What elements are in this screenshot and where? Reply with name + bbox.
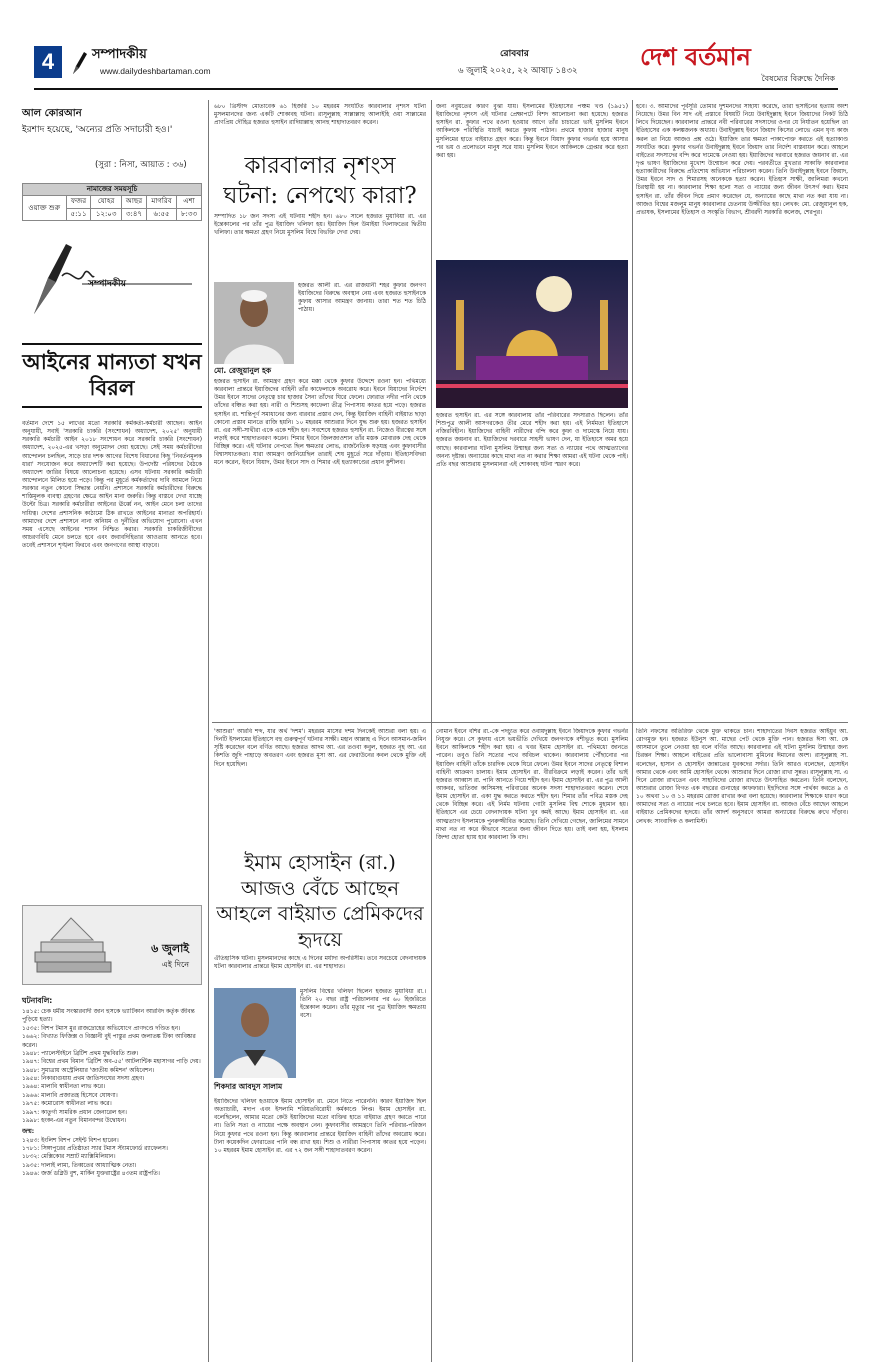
list-item: ১৫৩৫: বিশপ টমাস মুর রাজদ্রোহের অভিযোগে প্রাণদণ্ডে দণ্ডিত হন। [22, 1025, 181, 1032]
list-item: ১৯৬৬: মালাবি প্রজাতন্ত্র হিসেবে ঘোষণা। [22, 1092, 118, 1099]
article2-lead: 'আশুরা' আরবি শব্দ, যার অর্থ 'দশম'। মহররম মাসের দশম দিনকেই আশুরা বলা হয়। এ দিনটি ইসলামের ইতিহাসে বহু গুরুত্বপূর্ণ ঘটনার সাক্ষী। মহান আল্লাহ এ দিনে আসমান-জমিন সৃষ্টি করেছেন বলে বর্ণিত আছে। হজরত আদম আ. এর তওবা কবুল, হজরত নূহ আ. এর কিশতি জুদি পাহাড়ে অবতরণ এবং হজরত মূসা আ. এর ফেরাউনের কবল থেকে মুক্তি এই দিনে হয়েছিল। [214, 729, 426, 768]
column-divider [431, 100, 432, 1362]
article1-column: হজরত হুসাইন রা. এর সঙ্গে কারবালায় তাঁর পরিবারের সদস্যরাও ছিলেন। তাঁর শিশুপুত্র আলী আসগরকেও তীর মেরে শহীদ করা হয়। এই নির্মমতা ইতিহাসে নজিরবিহীন। ইয়াজিদের বাহিনী নারীদের বন্দি করে কুফা ও দামেস্কে নিয়ে যায়। হজরত জয়নাব রা. ইয়াজিদের দরবারে সাহসী ভাষণ দেন, যা ইতিহাসে অমর হয়ে আছে। কারবালার ঘটনা মুসলিম উম্মাহর জন্য সত্য ও ন্যায়ের পথে আত্মত্যাগের অনন্য দৃষ্টান্ত। অন্যায়ের কাছে মাথা নত না করার শিক্ষা আমরা এই ঘটনা থেকে পাই। প্রতি বছর আশুরায় মুসলমানরা এই শোকাবহ ঘটনা স্মরণ করে। [436, 413, 628, 468]
website-link[interactable]: www.dailydeshbartaman.com [100, 66, 211, 76]
logo-tagline: বৈষম্যের বিরুদ্ধে দৈনিক [761, 74, 835, 83]
logo-text: দেশ বর্তমান [640, 42, 751, 71]
article1-column: হবে। ৩. আমাদের পূর্বসূরি তোমার দুশমনদের সাহায্য করেছে, তারা হুসাইনের হত্যায় অংশ নিয়েছে। উমর বিন সাদ এই প্রস্তাবে বিষয়টি নিয়ে উবাইদুল্লাহ ইবনে জিয়াদের নিকট চিঠি লিখে দিয়েছেন। কারবালার প্রান্তরে নবী পরিবারের সদস্যদের ওপর যে নির্যাতন হয়েছিল তা ইতিহাসের এক কলঙ্কজনক অধ্যায়। উবাইদুল্লাহ ইবনে জিয়াদ কিসের লোভে এমন ঘৃণ্য কাজ করল তা নিয়ে আজও প্রশ্ন ওঠে। ইয়াজিদ তার ক্ষমতা পাকাপোক্ত করতে এই হত্যাকাণ্ড সংঘটিত করে। কুফার গভর্নর উবাইদুল্লাহ ইবনে জিয়াদ তার নির্দেশ বাস্তবায়ন করে। আহলে বাইতের সদস্যদের বন্দি করে দামেস্কে নেওয়া হয়। ইয়াজিদের দরবারে হজরত জয়নাব রা. এর দৃপ্ত ভাষণ ইয়াজিদের মুখোশ উন্মোচন করে দেয়। পরবর্তীতে মুখতার সাকাফি কারবালার হত্যাকারীদের বিরুদ্ধে প্রতিশোধ অভিযান পরিচালনা করেন। তিনি উবাইদুল্লাহ ইবনে জিয়াদ, উমর ইবনে সাদ ও শিমারসহ অনেককে হত্যা করেন। ইতিহাস সাক্ষী, জালিমরা কখনো চিরস্থায়ী হয় না। কারবালার শিক্ষা হলো সত্য ও ন্যায়ের জন্য জীবন উৎসর্গ করা। ইমাম হুসাইন রা. তাঁর জীবন দিয়ে প্রমাণ করেছেন যে, অন্যায়ের কাছে মাথা নত করা যায় না। আজও বিশ্বের মজলুম মানুষ কারবালার চেতনায় উজ্জীবিত হয়। লেখক: মো. রেজুয়ানুল হক, প্রভাষক, ইসলামের ইতিহাস ও সংস্কৃতি বিভাগ, শ্রীবরদী সরকারি কলেজ, শেরপুর। [636, 104, 848, 216]
list-item: ১৯৯৭: কাতুর্গা সামরিক প্রধান জেনারেল হন। [22, 1109, 127, 1116]
article1-column: জন্য নবুয়তের কারণ বুঝা যায়। ইসলামের ইতিহাসের পঞ্চম খণ্ড (১৯৫১) ইয়াজিদের নৃশংস এই ঘটনার প্রেক্ষাপটে বিশদ আলোচনা করা হয়েছে। হজরত হুসাইন রা. কুফার পথে রওনা হওয়ার আগে তাঁর চাচাতো ভাই মুসলিম ইবনে আকিলকে পরিস্থিতি যাচাই করতে কুফায় পাঠান। প্রথমে হাজার হাজার মানুষ মুসলিমের হাতে বাইয়াত গ্রহণ করে। কিন্তু ইবনে যিয়াদ কুফার গভর্নর হয়ে আসার পর ভয় ও প্রলোভনে মানুষ সরে যায়। মুসলিম ইবনে আকিলকে গ্রেপ্তার করে হত্যা করা হয়। [436, 104, 628, 159]
editorial-body: বর্তমান দেশে ১৫ লাখের মতো সরকারি কর্মকর্তা-কর্মচারী আছেন। আইন অনুযায়ী, সবাই 'সরকারি চাকরি (সংশোধন) অধ্যাদেশ, ২০২৫' অনুযায়ী সরকারি কর্মচারী আইন ২০১৮ সংশোধন করে সরকারি চাকরি (সংশোধন) অধ্যাদেশ, ২০২৫-এর খসড়া অনুমোদন দেয়া হয়েছে। সেই সময় কর্মচারীদের আন্দোলন চলছিল, সাড়ে চার দশক আগের বিশেষ বিধানের কিছু 'নিবর্তনমূলক ধারা' সংযোজন করে অধ্যাদেশটি করা হয়েছে। উপদেষ্টা পরিষদের বৈঠকে অধ্যাদেশ জারির বিষয়ে আলোচনা হয়েছে। এসব ঘটনায় সরকারি কর্মচারী আন্দোলনে মিলিত হয়ে পড়ে। কিন্তু পর মুহূর্তে কর্মকর্তাদের দাবি আমলে নিয়ে সরকার নতুন কোনো সিদ্ধান্ত নেয়নি। প্রশাসনে সরকারি কর্মচারীদের বিরুদ্ধে শাস্তিমূলক ব্যবস্থা গ্রহণের ক্ষেত্রে আইন মানা জরুরি। কিন্তু বাস্তবে দেখা যাচ্ছে উল্টো চিত্র। সরকারি কর্মচারীরা আইনের ঊর্ধ্বে নন, আইন মেনে চলা তাদের দায়িত্ব। দেশের প্রশাসনিক কাঠামো ঠিক রাখতে আইনের মান্যতা অপরিহার্য। আমাদের দেশে প্রশাসনে নানা অনিয়ম ও দুর্নীতির অভিযোগ পুরোনো। এখন সময় এসেছে আইনের শাসন নিশ্চিত করার। সরকারি চাকরিজীবীদের আচরণবিধি মেনে চলতে হবে এবং জবাবদিহিতার আওতায় আনতে হবে। তবেই প্রশাসনে শৃঙ্খলা ফিরবে এবং জনগণের আস্থা বাড়বে। [22, 421, 202, 550]
list-item: ১৯৯৮: হংকং-এর নতুন বিমানবন্দর উদ্বোধন। [22, 1117, 127, 1124]
prayer-table-title: নামাজের সময়সূচি [23, 184, 202, 196]
article2-body: ঐতিহাসিক ঘটনা। মুসলমানদের কাছে এ দিনের মর্যাদা অপরিসীম। তবে সবচেয়ে বেদনাদায়ক ঘটনা কারবালার প্রান্তরে ইমাম হোসাইন রা. এর শাহাদাত। [214, 956, 426, 971]
article1-body: হজরত আলী রা. এর রাজধানী শহর কুফার জনগণ ইয়াজিদের বিরুদ্ধে অবস্থান নেয় এবং হজরত হুসাইনকে কুফায় আসার আমন্ত্রণ জানায়। তারা শত শত চিঠি পাঠায়। [298, 283, 426, 314]
column-divider [208, 100, 209, 1362]
article-divider [212, 722, 848, 723]
births-heading: জন্ম: [22, 1129, 35, 1136]
pen-icon [70, 50, 88, 76]
list-item: ১৯৪৭: বিশ্বের প্রথম বিমান 'ব্রিটিশ অব-৫৫' আটলান্টিক মহাসাগর পাড়ি দেয়। [22, 1059, 201, 1066]
prayer-time: ৮:৩৩ [177, 208, 202, 220]
list-item: ১৯৪৬: জর্জ ডব্লিউ বুশ, মার্কিন যুক্তরাষ্ট্রের ৪৩তম রাষ্ট্রপতি। [22, 1171, 160, 1178]
prayer-name: ফজর [66, 196, 91, 208]
list-item: ১৮৩২: মেক্সিকোর সম্রাট ম্যাক্সিমিলিয়ান। [22, 1154, 116, 1161]
list-item: ১৯৪৮: প্যালেস্টাইনে ব্রিটিশ প্রথম যুদ্ধবিরতি শুরু। [22, 1050, 139, 1057]
books-icon [31, 912, 121, 980]
article1-headline: কারবালার নৃশংস ঘটনা: নেপথ্যে কারা? [223, 153, 417, 209]
events-heading: ঘটনাবলি: [22, 996, 53, 1005]
quran-verse: ইরশাদ হয়েছে, 'অন্যের প্রতি সদাচারী হও।' [22, 125, 173, 135]
this-day-banner [22, 905, 202, 985]
article1-lead: ৬৮০ খ্রিস্টাব্দ মোতাবেক ৬১ হিজরি ১০ মহররম সংঘটিত কারবালার নৃশংস ঘটনা মুসলমানদের জন্য একটি শোকাবহ ঘটনা। রাসূলুল্লাহ সাল্লাল্লাহু আলাইহি ওয়া সাল্লামের প্রাণপ্রিয় দৌহিত্র হজরত হুসাইন রাদিয়াল্লাহু আনহু শাহাদাতবরণ করেন। [214, 104, 426, 127]
list-item: ১৯৬৪: মালাবি স্বাধীনতা লাভ করে। [22, 1084, 106, 1091]
this-day-label: এই দিনে [161, 960, 189, 969]
editorial-headline: আইনের মান্যতা যখন বিরল [22, 343, 202, 408]
article2-body: ইয়াজিদের খলিফা হওয়াকে ইমাম হোসাইন রা. মেনে নিতে পারেননি। কারণ ইয়াজিদ ছিল অত্যাচারী, মদ্যপ এবং ইসলামি শরিয়তবিরোধী কর্মকাণ্ডে লিপ্ত। ইমাম হোসাইন রা. বলেছিলেন, আমার মতো কেউ ইয়াজিদের মতো ব্যক্তির হাতে বাইয়াত গ্রহণ করতে পারে না। তিনি সত্য ও ন্যায়ের পক্ষে অবস্থান নেন। কুফাবাসীর আমন্ত্রণে তিনি পরিবার-পরিজন নিয়ে কুফার পথে রওনা হন। কিন্তু কারবালার প্রান্তরে ইয়াজিদ বাহিনী তাঁদের অবরোধ করে। টানা কয়েকদিন ফোরাতের পানি বন্ধ রাখা হয়। শিশু ও নারীরা পিপাসায় কাতর হয়ে পড়েন। ১০ মহররম ইমাম হোসাইন রা. এর ৭২ জন সঙ্গী শাহাদাতবরণ করেন। [214, 1099, 426, 1154]
prayer-time: ১২:০৩ [91, 208, 121, 220]
quran-heading: আল কোরআন [22, 108, 82, 119]
prayer-row-label: ওয়াক্ত শুরু [23, 196, 67, 221]
day-name: রোববার [500, 49, 529, 59]
header-rule [34, 88, 838, 90]
page-number: 4 [34, 46, 62, 78]
this-day-date: ৬ জুলাই [151, 942, 189, 955]
article2-body: মুসলিম বিশ্বের খলিফা ছিলেন হজরত মুয়াবিয়া রা.। তিনি ২০ বছর রাষ্ট্র পরিচালনার পর ৬০ হিজরিতে ইন্তেকাল করেন। তাঁর মৃত্যুর পর পুত্র ইয়াজিদ ক্ষমতায় বসে। [300, 989, 426, 1020]
column-divider [632, 100, 633, 1362]
prayer-time: ৬:৫৫ [147, 208, 177, 220]
author-photo [214, 988, 296, 1078]
article1-body: সম্পাদিত ১৮ জন সদস্য এই ঘটনায় শহীদ হন। ৬৮০ সালে হজরত মুয়াবিয়া রা. এর ইন্তেকালের পর তাঁর পুত্র ইয়াজিদ খলিফা হয়। ইয়াজিদ ছিল উমাইয়া খিলাফতের দ্বিতীয় খলিফা। তার ক্ষমতা গ্রহণ নিয়ে মুসলিম বিশ্বে বিভক্তি দেখা দেয়। [214, 214, 426, 237]
issue-date: ৬ জুলাই ২০২৫, ২২ আষাঢ় ১৪৩২ [458, 66, 578, 76]
karbala-shrine-photo [436, 260, 628, 408]
list-item: ১২৪৩: ইংলিশ বিশপ সেইন্ট বিশপ হারেন। [22, 1137, 119, 1144]
author-caption: মো. রেজুয়ানুল হক [214, 366, 272, 375]
list-item: ১৯৩৫: দালাই লামা, তিব্বতের আধ্যাত্মিক নেতা। [22, 1162, 137, 1169]
list-item: ১৭৮১: সিঙ্গাপুরের প্রতিষ্ঠাতা স্যার টমাস স্ট্যামফোর্ড র‍্যাফেলস। [22, 1146, 168, 1152]
list-item: ১৯৭৫: কমোরোস স্বাধীনতা লাভ করে। [22, 1101, 112, 1108]
prayer-time: ৩:৪৭ [121, 208, 146, 220]
prayer-name: এশা [177, 196, 202, 208]
list-item: ১৪১৫: চেক ধর্মীয় সংস্কারবাদী জান হুসকে ভ্যাটিকান আরবিদ কর্তৃক জীবন্ত পুড়িয়ে হত্যা। [22, 1009, 195, 1024]
list-item: ১৯৫৪: নিকারাগুয়ায় প্রথম জাতিসংঘের সদস্য গ্রহণ। [22, 1076, 145, 1082]
prayer-name: আছর [121, 196, 146, 208]
editorial-label: সম্পাদকীয় [88, 279, 126, 289]
list-item: ১৯৪৮: সুমাত্রায় অস্ট্রেলিয়ার 'জাতীয় কমিশন' অধিবেশন। [22, 1067, 155, 1074]
prayer-times-table [22, 183, 202, 221]
history-list [22, 1008, 202, 1358]
section-title: সম্পাদকীয় [92, 47, 147, 62]
prayer-name: যোহর [91, 196, 121, 208]
article2-headline: ইমাম হোসাইন (রা.) আজও বেঁচে আছেন আহলে বাইয়াত প্রেমিকদের হৃদয়ে [216, 851, 424, 952]
list-item: ১৬৬২: বিখ্যাত ফিজিক্স ও বিজ্ঞানী বুই পাস্তুর প্রথম জলাতঙ্ক টিকা আবিষ্কার করেন। [22, 1034, 196, 1049]
quran-source: (সুরা : নিসা, আয়াত : ৩৬) [95, 160, 187, 170]
author-photo [214, 282, 294, 364]
article2-column: তিনি নফসের অতিরিক্ত থেকে মুক্ত থাকতে চান। শাহাদাতের দিবস হজরত আইয়ুব আ. রোগমুক্ত হন। হজরত ইউনুস আ. মাছের পেট থেকে মুক্তি পান। হজরত ঈসা আ. কে আসমানে তুলে নেওয়া হয় বলে বর্ণিত আছে। কারবালার এই ঘটনা মুসলিম উম্মাহর জন্য চিরন্তন শিক্ষা। আহলে বাইতের প্রতি ভালোবাসা মুমিনের ঈমানের অংশ। রাসূলুল্লাহ সা. বলেছেন, হাসান ও হোসাইন জান্নাতের যুবকদের সর্দার। তিনি আরও বলেছেন, হোসাইন আমার থেকে এবং আমি হোসাইন থেকে। আশুরার দিনে রোজা রাখা সুন্নত। রাসূলুল্লাহ সা. এ দিনে রোজা রাখতেন এবং সাহাবিদের রোজা রাখতে উৎসাহিত করতেন। তিনি বলেছেন, আশুরার রোজা বিগত এক বছরের গুনাহের কাফফারা। ইহুদিদের সঙ্গে পার্থক্য করতে ৯ ও ১০ অথবা ১০ ও ১১ মহররম রোজা রাখার কথা বলা হয়েছে। কারবালার শিক্ষাকে ধারণ করে আমাদের সত্য ও ন্যায়ের পথে চলতে হবে। ইমাম হোসাইন রা. আজও বেঁচে আছেন আহলে বাইয়াত প্রেমিকদের হৃদয়ে। তাঁর আদর্শ অনুসরণে আমরা অন্যায়ের বিরুদ্ধে রুখে দাঁড়াব। লেখক: সাংবাদিক ও কলামিস্ট। [636, 729, 848, 825]
newspaper-logo [640, 42, 835, 90]
article2-column: নোমান ইবনে বশির রা.-কে পদচ্যুত করে ওবায়দুল্লাহ ইবনে জিয়াদকে কুফার গভর্নর নিযুক্ত করে। সে কুফায় এসে ভয়ভীতি দেখিয়ে জনগণকে বশীভূত করে। মুসলিম ইবনে আকিলকে শহীদ করা হয়। এ খবর ইমাম হোসাইন রা. পথিমধ্যে জানতে পারেন। তবুও তিনি সত্যের পথে অবিচল থাকেন। কারবালায় পৌঁছানোর পর ইয়াজিদ বাহিনী তাঁকে চারদিক থেকে ঘিরে ফেলে। উমর ইবনে সাদের নেতৃত্বে বিশাল বাহিনী আক্রমণ চালায়। ইমাম হোসাইন রা. বীরবিক্রমে লড়াই করেন। তাঁর ভাই হজরত আব্বাস রা. পানি আনতে গিয়ে শহীদ হন। ইমাম হোসাইন রা. এর পুত্র আলী আকবর, ভাতিজা কাসিমসহ পরিবারের অনেক সদস্য শাহাদাতবরণ করেন। শেষে ইমাম হোসাইন রা. একা যুদ্ধ করতে করতে শহীদ হন। শিমার তাঁর পবিত্র মস্তক দেহ থেকে বিচ্ছিন্ন করে। এই নির্মম ঘটনায় গোটা মুসলিম বিশ্ব শোকে মুহ্যমান হয়। ইতিহাসে এর চেয়ে বেদনাদায়ক ঘটনা খুব কমই আছে। ইমাম হোসাইন রা. এর আত্মত্যাগ ইসলামকে পুনরুজ্জীবিত করেছে। তিনি দেখিয়ে গেছেন, জালিমের সামনে মাথা নত না করে কীভাবে সত্যের জন্য জীবন দিতে হয়। তাই বলা হয়, ইসলাম জিন্দা হোতা হ্যায় হার কারবালা কি বাদ। [436, 729, 628, 841]
article1-body: হজরত হুসাইন রা. আমন্ত্রণ গ্রহণ করে মক্কা থেকে কুফার উদ্দেশে রওনা হন। পথিমধ্যে কারবালা প্রান্তরে ইয়াজিদের বাহিনী তাঁর কাফেলাকে অবরোধ করে। ইবনে যিয়াদের নির্দেশে উমর ইবনে সাদের নেতৃত্বে চার হাজার সৈন্য তাঁদের ঘিরে ফেলে। ফোরাত নদীর পানি থেকে তাঁদের বঞ্চিত করা হয়। নারী ও শিশুসহ কাফেলা তীব্র পিপাসায় কাতর হয়ে পড়ে। হজরত হুসাইন রা. শান্তিপূর্ণ সমাধানের জন্য বারবার প্রস্তাব দেন, কিন্তু ইয়াজিদ বাহিনী বাইয়াত ছাড়া কোনো প্রস্তাব মানতে রাজি হয়নি। ১০ মহররম আশুরার দিনে যুদ্ধ শুরু হয়। হজরত হুসাইন রা. এর সঙ্গী-সাথীরা একে একে শহীদ হন। সবশেষে হজরত হুসাইন রা. নিজেও বীরত্বের সঙ্গে লড়াই করে শাহাদাতবরণ করেন। শিমার ইবনে জিলজাওশান তাঁর মস্তক মোবারক দেহ থেকে বিচ্ছিন্ন করে। এই ঘটনার নেপথ্যে ছিল ক্ষমতার লোভ, রাজনৈতিক ষড়যন্ত্র এবং কুফাবাসীর বিশ্বাসঘাতকতা। যারা আমন্ত্রণ জানিয়েছিল তারাই শেষ মুহূর্তে সরে দাঁড়ায়। ইতিহাসবিদরা মনে করেন, ইবনে যিয়াদ, উমর ইবনে সাদ ও শিমার এই হত্যাকাণ্ডের প্রধান কুশীলব। [214, 379, 426, 467]
prayer-time: ৫:১১ [66, 208, 91, 220]
prayer-name: মাগরিব [147, 196, 177, 208]
author-caption: শিকদার আবদুস সালাম [214, 1082, 283, 1091]
